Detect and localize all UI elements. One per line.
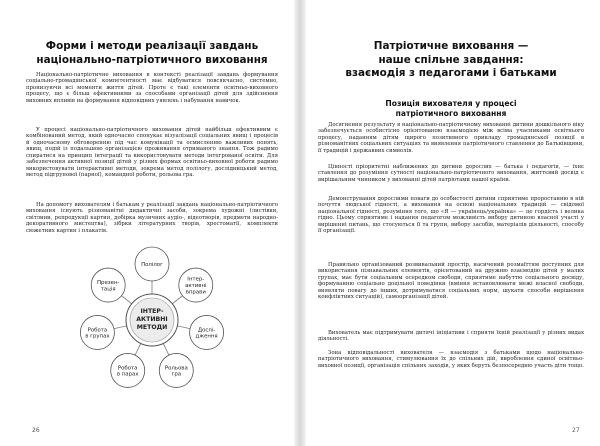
left-paragraph-3: На допомогу вихователям і батькам у реалізації завдань національно-патріотичного виховання існують різноманітні дидактичні засоби, зокрема художні (листівки, світлини, репродукції картин, добірка музичних аудіо-, відеотворів, предмети народно-декоративного мистецтва), зібрки літературних творів, хрестоматії, комплекти сюжетних картин і плакатів.: [26, 202, 278, 234]
node-label-doslidzhennia-2: дження: [195, 333, 218, 340]
left-page: [0, 0, 294, 446]
connector-interaktyvni-vpravy: [172, 296, 182, 304]
connector-robota-v-parakh: [135, 343, 141, 355]
node-label-prezentatsiia-2: тація: [100, 286, 116, 293]
node-label-interaktyvni-vpravy-3: вправи: [185, 289, 206, 296]
node-label-robota-v-parakh-1: Робота: [117, 365, 138, 372]
connector-rolova-hra: [163, 343, 169, 355]
node-interaktyvni-vpravy: [179, 268, 213, 302]
left-page-title: [26, 40, 278, 67]
node-label-prezentatsiia-1: Презен-: [96, 279, 120, 286]
right-paragraph-1: Досягнення результату в національно-патріотичному вихованні дитини дошкільного віку забезпечується особистісно орієнтованою взаємодією між всіма учасниками освітнього процесу, наданням дітям щирого позитивного прикладу громадянської позиції в різноманітних соціальних ситуаціях та виявлення патріотичного ставлення до Батьківщини, її традицій і державних символів.: [318, 122, 584, 154]
node-prezentatsiia: [91, 268, 125, 302]
node-polilog: [135, 247, 169, 281]
right-paragraph-3: Демонструвания дорослими поваги до особистості дитини сприятиме проростанню в ній почуття людської гідності, а виховання на основі національних традицій — свідомої національної гідності, розуміння того, що «Я — українець/українка» — це гордість і велика гідно. Цьому сприятиме і надання педагогом можливість вибору дитиною власної участі у вирішенні питань, що стосуються її та групи, вибору засобів, матеріалів діяльності, способу її організації.: [318, 196, 584, 235]
node-label-polilog-1: Полілог: [141, 262, 163, 268]
node-robota-v-hrupakh: [80, 315, 114, 349]
left-paragraph-1: Національно-патріотичне виховання в контексті реалізації завдань формування соціально-громадянської компетентності має відбуватися повсякчасно, системно, пронизуючи всі моменти життя дітей. Проте є такі елементи освітньо-виховного процесу, що є більш ефективними за способами організації дітей для здійснення виховних впливів на формування відповідних уявлень і набування навичок.: [26, 72, 278, 104]
right-page-subtitle: [318, 99, 584, 118]
node-label-robota-v-hrupakh-1: Робота: [87, 327, 108, 334]
right-title-line-2: наше спільне завдання:: [378, 53, 524, 66]
center-line-1: ІНТЕР-: [140, 308, 164, 315]
left-paragraph-2: У процесі національно-патріотичного виховання дітей найбільш ефективним є комбінований метод, який одночасно спонукає візуалізації соціальних явищ і процесів й одночасному обговоренню під час комунікації та осмисленню важливих понять, явищ, подій із подальшою організацією проживання отриманого знання. Тож радимо спиратися на принцип інтеграції та використовувати методи інтегрованої освіти. Для забезпечення активної позиції дітей у різних формах освітньо-виховної роботи радимо використовувати інтерактивні методи, зокрема метод полілогу, дослідницький метод, метод підгрупової (парної), командної роботи, рольова гра.: [26, 127, 278, 179]
right-paragraph-6: Зона відповідальності вихователя — взаємодія з батьками щодо національно-патріотичного виховання, стимулювання їх до спільних дій, вироблення єдиної освітньо-виховної позиції, організація спільних заходів, у яких беруть безпосередню участь діти тощо.: [318, 350, 584, 369]
right-title-line-3: взаємодія з педагогами і батьками: [345, 67, 557, 79]
node-label-interaktyvni-vpravy-2: активні: [185, 283, 207, 290]
page-number-left: 26: [32, 427, 40, 434]
right-title-line-1: Патріотичне виховання —: [373, 40, 529, 52]
right-paragraph-2: Цінності пріоритетні наближених до дитини дорослих — батька і педагогів, — їхнє ставлення до розуміння сутності національно-патріотичного виховання, життєвий досвід є вирішальним чинником у вихованні дітей патріотами нашої країни.: [318, 164, 584, 183]
right-paragraph-4: Правильно організований розвивальний простір, насичений розмаїттям доступних для використання пізнавальних елементів, орієнтований на дружню взаємодію дітей у малих групах, має бути соціальним осередком свободи, сприятиме набуттю соціального досвіду, формуванню соціально доцільної поведінки (вміння встановлювати межі власної свободи, виявляти повагу до інших, дотримуватися соціальних норм, шукати способи вирішення конфліктних ситуацій), самоорганізації дітей.: [318, 262, 584, 301]
node-label-interaktyvni-vpravy-1: Інтер-: [187, 276, 205, 283]
book-gutter: [294, 0, 306, 446]
left-title-line-2: національно-патріотичного виховання: [36, 53, 268, 66]
node-robota-v-parakh: [111, 353, 145, 387]
node-label-doslidzhennia-1: Дослі-: [197, 327, 216, 334]
connector-prezentatsiia: [122, 296, 132, 304]
interactive-methods-diagram: [72, 240, 232, 400]
center-line-3: МЕТОДИ: [136, 324, 168, 331]
connector-robota-v-hrupakh: [114, 326, 127, 329]
right-subtitle-line-1: Позиція вихователя у процесі: [385, 99, 517, 108]
connector-doslidzhennia: [177, 326, 190, 329]
right-paragraph-5: Вихователь має підтримувати дитячі ініціативи і сприяти їхній реалізації у різних видах діяльності.: [318, 330, 584, 343]
right-page: [306, 0, 600, 446]
node-rolova-hra: [159, 353, 193, 387]
right-page-title: [318, 40, 584, 81]
right-subtitle-line-2: патріотичного виховання: [395, 108, 507, 118]
node-label-robota-v-hrupakh-2: в групах: [85, 333, 110, 340]
left-title-line-1: Форми і методи реалізації завдань: [45, 40, 259, 52]
node-label-robota-v-parakh-2: в парах: [116, 371, 139, 378]
center-line-2: АКТИВНІ: [136, 316, 168, 323]
page-number-right: 27: [572, 427, 580, 434]
node-doslidzhennia: [190, 315, 224, 349]
node-label-rolova-hra-2: гра: [171, 371, 182, 378]
node-label-rolova-hra-1: Рольова: [164, 365, 188, 372]
